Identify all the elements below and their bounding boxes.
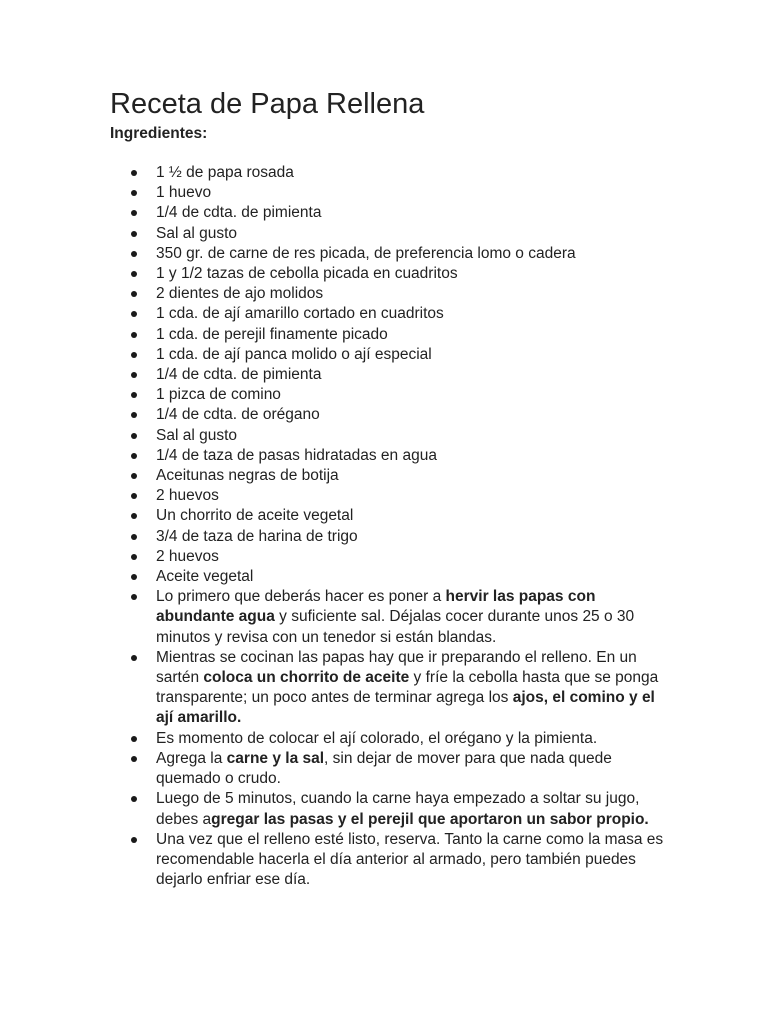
ingredients-heading: Ingredientes: bbox=[110, 125, 208, 142]
list-item bbox=[110, 729, 670, 749]
list-item bbox=[110, 203, 670, 223]
bullet-icon bbox=[131, 433, 137, 439]
bold-text: carne y la sal bbox=[226, 749, 325, 767]
list-item-text bbox=[156, 750, 612, 787]
list-item bbox=[110, 506, 670, 526]
bullet-icon bbox=[131, 837, 137, 843]
bullet-icon bbox=[131, 594, 137, 600]
text-segment: 3/4 de taza de harina de trigo bbox=[156, 527, 358, 545]
text-segment: Sal al gusto bbox=[156, 426, 237, 444]
bullet-icon bbox=[131, 392, 137, 398]
document-page bbox=[110, 84, 670, 890]
list-item bbox=[110, 345, 670, 365]
text-segment: 1/4 de cdta. de pimienta bbox=[156, 204, 322, 222]
list-item bbox=[110, 749, 670, 789]
bullet-icon bbox=[131, 412, 137, 418]
bullet-icon bbox=[131, 756, 137, 762]
text-segment: 1 pizca de comino bbox=[156, 386, 281, 404]
text-segment: Lo primero que deberás hacer es poner a bbox=[156, 588, 446, 606]
bullet-icon bbox=[131, 291, 137, 297]
list-item bbox=[110, 587, 670, 648]
bullet-icon bbox=[131, 311, 137, 317]
list-item bbox=[110, 547, 670, 567]
text-segment: Es momento de colocar el ají colorado, el orégano y la pimienta. bbox=[156, 729, 598, 747]
bullet-icon bbox=[131, 372, 137, 378]
list-item bbox=[110, 446, 670, 466]
list-item-text bbox=[156, 245, 576, 262]
list-item bbox=[110, 385, 670, 405]
bullet-icon bbox=[131, 473, 137, 479]
text-segment: Mientras se cocinan las papas hay que ir preparando el relleno. En un sartén bbox=[156, 648, 637, 687]
text-segment: Un chorrito de aceite vegetal bbox=[156, 507, 354, 525]
text-segment: 2 huevos bbox=[156, 547, 219, 565]
bold-text: gregar las pasas y el perejil que aportaron un sabor propio. bbox=[211, 810, 649, 828]
text-segment: Aceitunas negras de botija bbox=[156, 467, 339, 485]
bullet-icon bbox=[131, 231, 137, 237]
text-segment: 2 huevos bbox=[156, 487, 219, 505]
text-segment: 1 y 1/2 tazas de cebolla picada en cuadritos bbox=[156, 265, 458, 283]
list-item bbox=[110, 789, 670, 829]
list-item bbox=[110, 527, 670, 547]
list-item-text bbox=[156, 548, 219, 565]
text-segment: 1/4 de taza de pasas hidratadas en agua bbox=[156, 446, 437, 464]
text-segment: Aceite vegetal bbox=[156, 568, 254, 586]
bullet-icon bbox=[131, 493, 137, 499]
text-segment: 350 gr. de carne de res picada, de preferencia lomo o cadera bbox=[156, 244, 576, 262]
bullet-icon bbox=[131, 453, 137, 459]
bullet-icon bbox=[131, 332, 137, 338]
bullet-icon bbox=[131, 534, 137, 540]
list-item bbox=[110, 830, 670, 891]
list-item bbox=[110, 365, 670, 385]
list-item bbox=[110, 405, 670, 425]
text-segment: , sin dejar de mover para que nada quede quemado o crudo. bbox=[156, 749, 612, 788]
list-item-text bbox=[156, 588, 634, 645]
list-item-text bbox=[156, 184, 211, 201]
list-item-text bbox=[156, 507, 353, 524]
list-item bbox=[110, 466, 670, 486]
bold-text: hervir las papas con abundante agua bbox=[156, 588, 596, 626]
text-segment: 1 ½ de papa rosada bbox=[156, 164, 294, 181]
list-item bbox=[110, 567, 670, 587]
list-item-text bbox=[156, 386, 281, 403]
list-item-text bbox=[156, 831, 663, 888]
list-item-text bbox=[156, 447, 437, 464]
list-item bbox=[110, 163, 670, 183]
bullet-icon bbox=[131, 352, 137, 358]
list-item-text bbox=[156, 790, 649, 827]
text-segment: 1 cda. de ají panca molido o ají especial bbox=[156, 345, 432, 363]
text-segment: y fríe la cebolla hasta que se ponga transparente; un poco antes de terminar agrega los bbox=[156, 669, 659, 707]
list-item-text bbox=[156, 730, 597, 747]
text-segment: 1/4 de cdta. de orégano bbox=[156, 406, 320, 424]
text-segment: y suficiente sal. Déjalas cocer durante unos 25 o 30 minutos y revisa con un tenedor si están blandas. bbox=[156, 608, 635, 646]
list-item bbox=[110, 183, 670, 203]
recipe-list bbox=[110, 163, 670, 890]
bullet-icon bbox=[131, 271, 137, 277]
text-segment: 1 cda. de ají amarillo cortado en cuadritos bbox=[156, 305, 444, 323]
page-title: Receta de Papa Rellena bbox=[110, 88, 425, 120]
text-segment: Luego de 5 minutos, cuando la carne haya empezado a soltar su jugo, debes a bbox=[156, 790, 640, 828]
list-item-text bbox=[156, 467, 339, 484]
text-segment: 2 dientes de ajo molidos bbox=[156, 285, 324, 303]
bullet-icon bbox=[131, 513, 137, 519]
list-item-text bbox=[156, 225, 237, 242]
list-item-text bbox=[156, 346, 432, 363]
list-item bbox=[110, 426, 670, 446]
list-item-text bbox=[156, 305, 444, 322]
list-item-text bbox=[156, 326, 388, 343]
list-item bbox=[110, 304, 670, 324]
text-segment: 1 huevo bbox=[156, 184, 212, 202]
list-item-text bbox=[156, 487, 219, 504]
list-item bbox=[110, 264, 670, 284]
list-item bbox=[110, 244, 670, 264]
text-segment: Una vez que el relleno esté listo, reserva. Tanto la carne como la masa es recomendable hacerla el día anterior al armado, pero también puedes dejarlo enfriar ese día. bbox=[156, 830, 664, 889]
list-item bbox=[110, 486, 670, 506]
list-item bbox=[110, 325, 670, 345]
list-item bbox=[110, 284, 670, 304]
list-item-text bbox=[156, 528, 358, 545]
bullet-icon bbox=[131, 170, 137, 176]
list-item bbox=[110, 648, 670, 729]
bullet-icon bbox=[131, 210, 137, 216]
bullet-icon bbox=[131, 655, 137, 661]
bullet-icon bbox=[131, 190, 137, 196]
list-item-text bbox=[156, 265, 458, 282]
bold-text: ajos, el comino y el ají amarillo. bbox=[156, 689, 655, 727]
list-item-text bbox=[156, 406, 320, 423]
list-item-text bbox=[156, 285, 323, 302]
bullet-icon bbox=[131, 796, 137, 802]
list-item bbox=[110, 224, 670, 244]
text-segment: Sal al gusto bbox=[156, 224, 237, 242]
list-item-text bbox=[156, 366, 321, 383]
bullet-icon bbox=[131, 554, 137, 560]
text-segment: Agrega la bbox=[156, 749, 227, 767]
text-segment: 1/4 de cdta. de pimienta bbox=[156, 366, 322, 384]
list-item-text bbox=[156, 427, 237, 444]
text-segment: 1 cda. de perejil finamente picado bbox=[156, 325, 388, 343]
bullet-icon bbox=[131, 574, 137, 580]
bullet-icon bbox=[131, 736, 137, 742]
bold-text: coloca un chorrito de aceite bbox=[203, 669, 410, 687]
list-item-text bbox=[156, 164, 294, 181]
list-item-text bbox=[156, 649, 658, 727]
list-item-text bbox=[156, 204, 321, 221]
list-item-text bbox=[156, 568, 253, 585]
bullet-icon bbox=[131, 251, 137, 257]
